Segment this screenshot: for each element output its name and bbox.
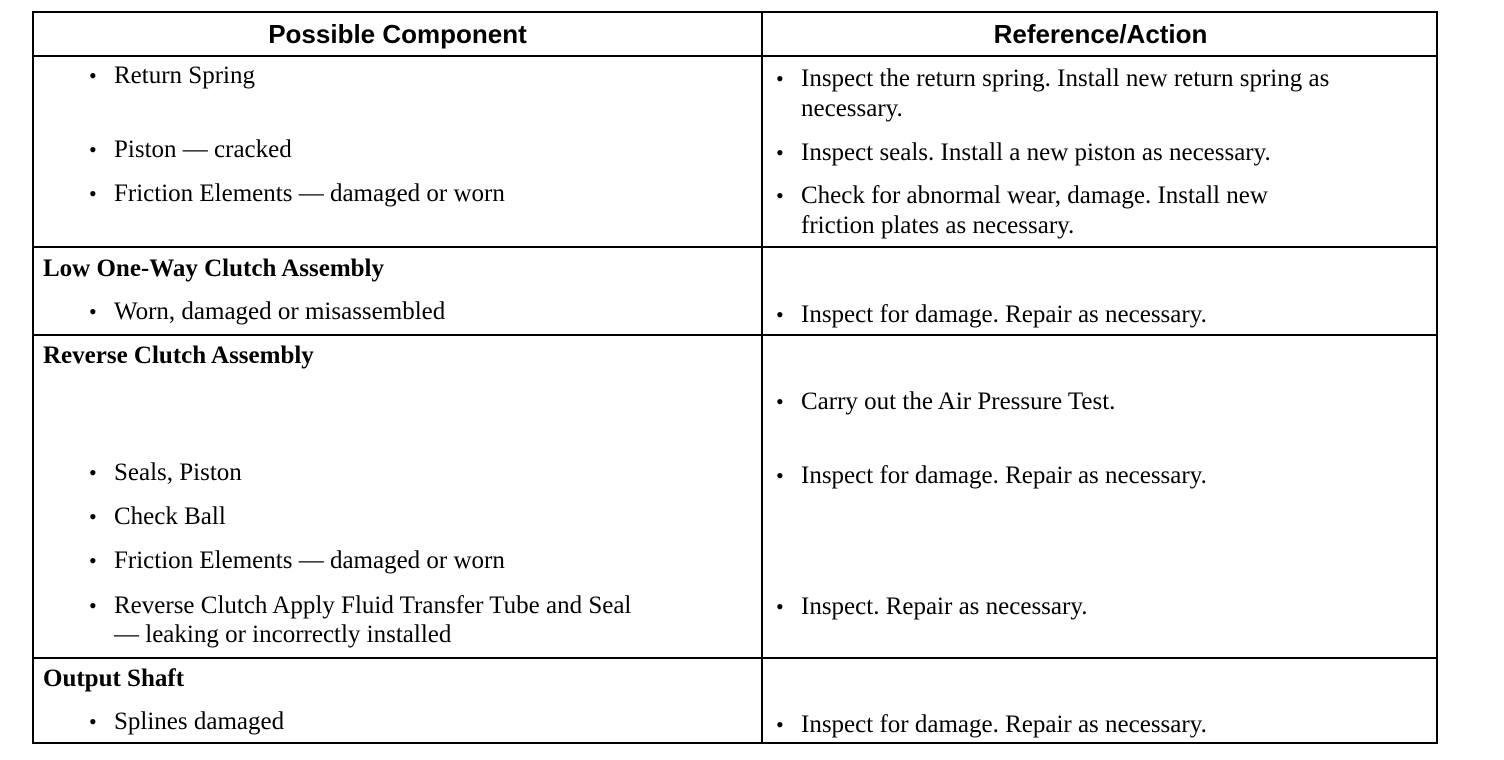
bullet: •	[89, 299, 97, 324]
bullet: •	[89, 181, 97, 206]
action-friction-line1: Check for abnormal wear, damage. Install new	[801, 182, 1268, 209]
bullet: •	[89, 593, 97, 618]
section-title-output-shaft: Output Shaft	[43, 665, 185, 692]
header-possible-component: Possible Component	[268, 19, 527, 49]
action-seals-piston: Inspect for damage. Repair as necessary.	[801, 462, 1207, 489]
row-divider	[34, 246, 1436, 248]
bullet: •	[776, 183, 784, 208]
action-piston: Inspect seals. Install a new piston as necessary.	[801, 139, 1271, 166]
bullet: •	[776, 712, 784, 737]
component-transfer-tube-line2: — leaking or incorrectly installed	[114, 621, 452, 648]
bullet: •	[776, 594, 784, 619]
component-splines-damaged: Splines damaged	[114, 708, 285, 735]
action-splines: Inspect for damage. Repair as necessary.	[801, 711, 1207, 738]
component-worn-damaged: Worn, damaged or misassembled	[114, 298, 446, 325]
header-reference-action: Reference/Action	[993, 19, 1208, 49]
bullet: •	[89, 709, 97, 734]
component-transfer-tube-line1: Reverse Clutch Apply Fluid Transfer Tube and Seal	[114, 592, 632, 619]
component-return-spring: Return Spring	[114, 62, 255, 89]
component-friction-elements: Friction Elements — damaged or worn	[114, 180, 505, 207]
action-return-spring-line2: necessary.	[801, 95, 903, 122]
action-return-spring-line1: Inspect the return spring. Install new return spring as	[801, 65, 1330, 92]
diagnosis-table	[32, 11, 1438, 744]
row-divider	[34, 334, 1436, 336]
component-piston: Piston — cracked	[114, 136, 292, 163]
section-title-reverse-clutch: Reverse Clutch Assembly	[43, 342, 314, 369]
header-divider	[34, 55, 1436, 57]
bullet: •	[776, 389, 784, 414]
column-divider	[761, 13, 763, 742]
bullet: •	[89, 63, 97, 88]
bullet: •	[89, 504, 97, 529]
bullet: •	[89, 137, 97, 162]
bullet: •	[776, 302, 784, 327]
section-title-low-one-way-clutch: Low One-Way Clutch Assembly	[43, 255, 385, 282]
component-check-ball: Check Ball	[114, 503, 226, 530]
action-friction-line2: friction plates as necessary.	[801, 212, 1075, 239]
action-inspect-damage: Inspect for damage. Repair as necessary.	[801, 301, 1207, 328]
bullet: •	[776, 66, 784, 91]
bullet: •	[89, 548, 97, 573]
bullet: •	[776, 140, 784, 165]
component-seals-piston: Seals, Piston	[114, 459, 242, 486]
action-air-pressure-test: Carry out the Air Pressure Test.	[801, 388, 1116, 415]
bullet: •	[89, 460, 97, 485]
row-divider	[34, 657, 1436, 659]
component-friction-elements-reverse: Friction Elements — damaged or worn	[114, 547, 505, 574]
action-transfer-tube: Inspect. Repair as necessary.	[801, 593, 1088, 620]
bullet: •	[776, 463, 784, 488]
